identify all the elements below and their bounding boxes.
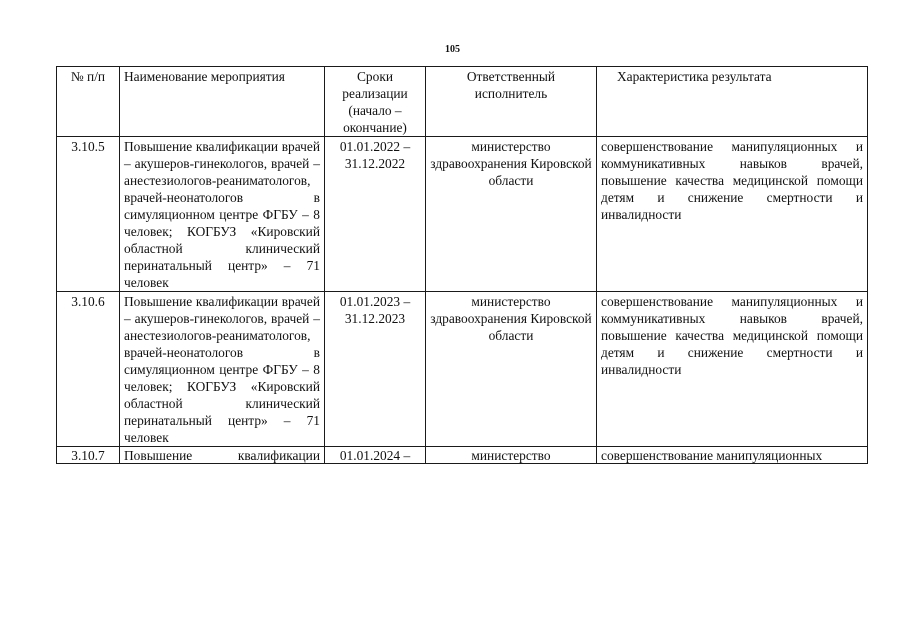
- header-name: Наименование мероприятия: [120, 67, 325, 137]
- row-result: совершенствование манипуляционных и коммуникативных навыков врачей, повышение качества медицинской помощи детям и снижение смертности и инвалидности: [597, 292, 868, 447]
- row-num: 3.10.6: [57, 292, 120, 447]
- row-dates: 01.01.2022 – 31.12.2022: [325, 137, 426, 292]
- row-dates: 01.01.2023 – 31.12.2023: [325, 292, 426, 447]
- table-row: [57, 292, 868, 447]
- row-responsible: министерство: [426, 447, 597, 464]
- row-dates: 01.01.2024 –: [325, 447, 426, 464]
- row-num: 3.10.7: [57, 447, 120, 464]
- header-responsible: Ответственный исполнитель: [426, 67, 597, 137]
- table-row: [57, 137, 868, 292]
- row-num: 3.10.5: [57, 137, 120, 292]
- row-name: Повышение квалификации: [120, 447, 325, 464]
- row-result: совершенствование манипуляционных: [597, 447, 868, 464]
- header-num: № п/п: [57, 67, 120, 137]
- page-number: 105: [445, 44, 460, 55]
- header-result: Характеристика результата: [597, 67, 868, 137]
- row-result: совершенствование манипуляционных и коммуникативных навыков врачей, повышение качества медицинской помощи детям и снижение смертности и инвалидности: [597, 137, 868, 292]
- table-row: [57, 447, 868, 464]
- header-dates: Сроки реализации (начало – окончание): [325, 67, 426, 137]
- row-responsible: министерство здравоохранения Кировской области: [426, 137, 597, 292]
- table-header-row: [57, 67, 868, 137]
- row-responsible: министерство здравоохранения Кировской области: [426, 292, 597, 447]
- row-name: Повышение квалификации врачей – акушеров-гинекологов, врачей – анестезиологов-реаниматологов, врачей-неонатологов в симуляционном центре ФГБУ – 8 человек; КОГБУЗ «Кировский областной клинический перинатальный центр» – 71 человек: [120, 292, 325, 447]
- events-table: [56, 66, 868, 464]
- row-name: Повышение квалификации врачей – акушеров-гинекологов, врачей – анестезиологов-реаниматологов, врачей-неонатологов в симуляционном центре ФГБУ – 8 человек; КОГБУЗ «Кировский областной клинический перинатальный центр» – 71 человек: [120, 137, 325, 292]
